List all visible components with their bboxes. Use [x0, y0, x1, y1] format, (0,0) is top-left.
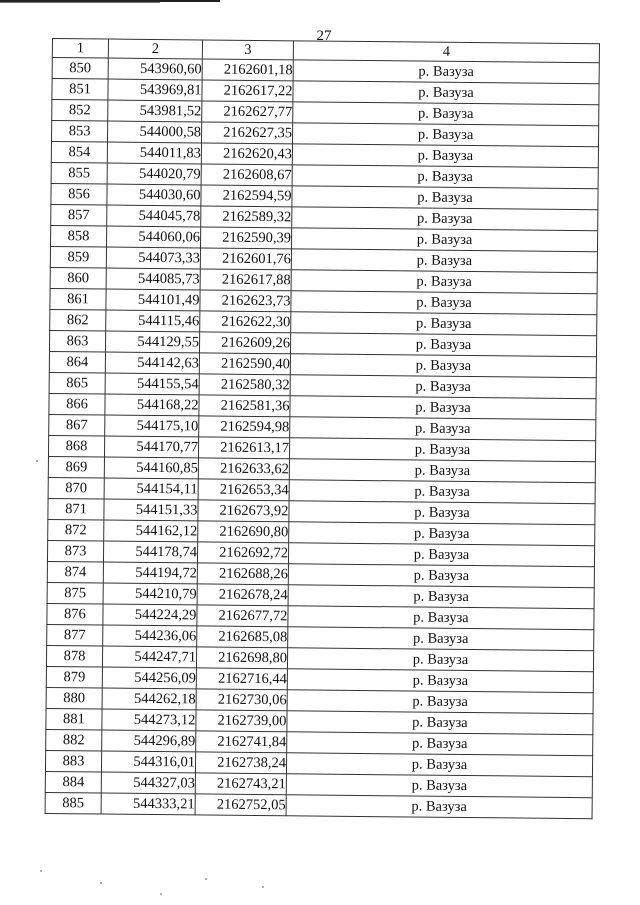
x-coordinate-cell: 544151,33	[104, 499, 198, 521]
y-coordinate-cell: 2162752,05	[195, 794, 286, 816]
x-coordinate-cell: 544175,10	[105, 415, 199, 437]
x-coordinate-cell: 544256,09	[102, 667, 196, 689]
description-cell: р. Вазуза	[288, 564, 594, 588]
y-coordinate-cell: 2162581,36	[199, 395, 290, 417]
description-cell: р. Вазуза	[288, 585, 594, 609]
point-number-cell: 876	[47, 603, 103, 625]
description-cell: р. Вазуза	[292, 207, 598, 231]
y-coordinate-cell: 2162698,80	[196, 647, 287, 669]
x-coordinate-cell: 544030,60	[107, 184, 201, 206]
y-coordinate-cell: 2162690,80	[198, 521, 289, 543]
scan-speck	[40, 870, 42, 872]
description-cell: р. Вазуза	[289, 522, 595, 546]
y-coordinate-cell: 2162741,84	[196, 731, 287, 753]
x-coordinate-cell: 544178,74	[103, 541, 197, 563]
description-cell: р. Вазуза	[287, 690, 593, 714]
scan-speck	[100, 882, 102, 884]
point-number-cell: 860	[50, 267, 106, 289]
x-coordinate-cell: 544115,46	[106, 310, 200, 332]
y-coordinate-cell: 2162580,32	[199, 374, 290, 396]
y-coordinate-cell: 2162739,00	[196, 710, 287, 732]
point-number-cell: 858	[50, 225, 106, 247]
description-cell: р. Вазуза	[290, 354, 596, 378]
point-number-cell: 882	[46, 729, 102, 751]
y-coordinate-cell: 2162589,32	[201, 206, 292, 228]
x-coordinate-cell: 544160,85	[104, 457, 198, 479]
point-number-cell: 852	[52, 100, 108, 122]
point-number-cell: 866	[49, 393, 105, 415]
description-cell: р. Вазуза	[291, 270, 597, 294]
y-coordinate-cell: 2162608,67	[201, 164, 292, 186]
x-coordinate-cell: 544060,06	[106, 226, 200, 248]
point-number-cell: 865	[49, 372, 105, 394]
table-body	[45, 58, 599, 819]
description-cell: р. Вазуза	[287, 732, 593, 756]
point-number-cell: 881	[46, 708, 102, 730]
description-cell: р. Вазуза	[289, 480, 595, 504]
description-cell: р. Вазуза	[290, 396, 596, 420]
point-number-cell: 854	[51, 142, 107, 164]
description-cell: р. Вазуза	[289, 438, 595, 462]
coordinates-table-frame	[44, 38, 612, 833]
description-cell: р. Вазуза	[290, 333, 596, 357]
scan-speck	[262, 886, 264, 888]
point-number-cell: 863	[49, 330, 105, 352]
description-cell: р. Вазуза	[292, 165, 598, 189]
y-coordinate-cell: 2162609,26	[199, 332, 290, 354]
y-coordinate-cell: 2162678,24	[197, 584, 288, 606]
point-number-cell: 850	[52, 58, 108, 80]
point-number-cell: 879	[46, 666, 102, 688]
y-coordinate-cell: 2162692,72	[197, 542, 288, 564]
point-number-cell: 871	[48, 498, 104, 520]
point-number-cell: 862	[50, 309, 106, 331]
x-coordinate-cell: 544000,58	[108, 121, 202, 143]
x-coordinate-cell: 544236,06	[103, 625, 197, 647]
description-cell: р. Вазуза	[288, 543, 594, 567]
y-coordinate-cell: 2162627,35	[201, 122, 292, 144]
x-coordinate-cell: 544273,12	[102, 709, 196, 731]
y-coordinate-cell: 2162743,21	[195, 773, 286, 795]
x-coordinate-cell: 544224,29	[103, 604, 197, 626]
y-coordinate-cell: 2162688,26	[197, 563, 288, 585]
point-number-cell: 868	[48, 435, 104, 457]
y-coordinate-cell: 2162622,30	[200, 311, 291, 333]
description-cell: р. Вазуза	[287, 648, 593, 672]
point-number-cell: 875	[47, 582, 103, 604]
x-coordinate-cell: 544168,22	[105, 394, 199, 416]
y-coordinate-cell: 2162594,59	[201, 185, 292, 207]
y-coordinate-cell: 2162594,98	[199, 416, 290, 438]
point-number-cell: 864	[49, 351, 105, 373]
column-header-4: 4	[293, 41, 599, 63]
x-coordinate-cell: 544194,72	[103, 562, 197, 584]
point-number-cell: 880	[46, 687, 102, 709]
point-number-cell: 861	[50, 288, 106, 310]
description-cell: р. Вазуза	[292, 123, 598, 147]
scan-speck	[160, 893, 162, 895]
scan-speck	[205, 878, 207, 880]
point-number-cell: 872	[48, 519, 104, 541]
description-cell: р. Вазуза	[288, 627, 594, 651]
description-cell: р. Вазуза	[292, 186, 598, 210]
scan-edge-mark-secondary	[0, 2, 160, 3]
x-coordinate-cell: 544155,54	[105, 373, 199, 395]
x-coordinate-cell: 543981,52	[108, 100, 202, 122]
y-coordinate-cell: 2162627,77	[202, 101, 293, 123]
y-coordinate-cell: 2162601,18	[202, 59, 293, 81]
description-cell: р. Вазуза	[291, 291, 597, 315]
y-coordinate-cell: 2162685,08	[197, 626, 288, 648]
point-number-cell: 873	[47, 540, 103, 562]
description-cell: р. Вазуза	[293, 102, 599, 126]
point-number-cell: 869	[48, 456, 104, 478]
description-cell: р. Вазуза	[293, 81, 599, 105]
x-coordinate-cell: 544296,89	[102, 730, 196, 752]
x-coordinate-cell: 544316,01	[101, 751, 195, 773]
description-cell: р. Вазуза	[286, 774, 592, 798]
point-number-cell: 883	[45, 750, 101, 772]
y-coordinate-cell: 2162653,34	[198, 479, 289, 501]
point-number-cell: 857	[51, 204, 107, 226]
x-coordinate-cell: 544170,77	[104, 436, 198, 458]
point-number-cell: 878	[46, 645, 102, 667]
column-header-3: 3	[202, 40, 293, 60]
x-coordinate-cell: 544129,55	[105, 331, 199, 353]
x-coordinate-cell: 543969,81	[108, 79, 202, 101]
description-cell: р. Вазуза	[289, 459, 595, 483]
y-coordinate-cell: 2162673,92	[198, 500, 289, 522]
y-coordinate-cell: 2162738,24	[195, 752, 286, 774]
column-header-2: 2	[108, 39, 202, 59]
x-coordinate-cell: 544327,03	[101, 772, 195, 794]
description-cell: р. Вазуза	[293, 60, 599, 84]
description-cell: р. Вазуза	[291, 312, 597, 336]
x-coordinate-cell: 544073,33	[106, 247, 200, 269]
table-row	[45, 792, 592, 818]
x-coordinate-cell: 544142,63	[105, 352, 199, 374]
y-coordinate-cell: 2162601,76	[200, 248, 291, 270]
x-coordinate-cell: 544011,83	[107, 142, 201, 164]
point-number-cell: 867	[49, 414, 105, 436]
y-coordinate-cell: 2162730,06	[196, 689, 287, 711]
y-coordinate-cell: 2162716,44	[196, 668, 287, 690]
y-coordinate-cell: 2162613,17	[198, 437, 289, 459]
description-cell: р. Вазуза	[291, 249, 597, 273]
x-coordinate-cell: 544085,73	[106, 268, 200, 290]
y-coordinate-cell: 2162590,39	[200, 227, 291, 249]
x-coordinate-cell: 544020,79	[107, 163, 201, 185]
x-coordinate-cell: 544210,79	[103, 583, 197, 605]
point-number-cell: 870	[48, 477, 104, 499]
description-cell: р. Вазуза	[292, 144, 598, 168]
page-number: 27	[316, 28, 332, 44]
description-cell: р. Вазуза	[286, 795, 592, 819]
x-coordinate-cell: 543960,60	[108, 58, 202, 80]
x-coordinate-cell: 544247,71	[102, 646, 196, 668]
x-coordinate-cell: 544262,18	[102, 688, 196, 710]
coordinates-table	[45, 38, 600, 819]
y-coordinate-cell: 2162617,88	[200, 269, 291, 291]
scan-speck	[36, 460, 38, 462]
description-cell: р. Вазуза	[290, 375, 596, 399]
point-number-cell: 877	[47, 624, 103, 646]
point-number-cell: 855	[51, 162, 107, 184]
point-number-cell: 874	[47, 561, 103, 583]
y-coordinate-cell: 2162623,73	[200, 290, 291, 312]
description-cell: р. Вазуза	[287, 711, 593, 735]
point-number-cell: 856	[51, 183, 107, 205]
y-coordinate-cell: 2162677,72	[197, 605, 288, 627]
description-cell: р. Вазуза	[289, 501, 595, 525]
point-number-cell: 853	[52, 121, 108, 143]
point-number-cell: 884	[45, 771, 101, 793]
y-coordinate-cell: 2162590,40	[199, 353, 290, 375]
description-cell: р. Вазуза	[288, 606, 594, 630]
point-number-cell: 859	[50, 246, 106, 268]
x-coordinate-cell: 544154,11	[104, 478, 198, 500]
description-cell: р. Вазуза	[290, 417, 596, 441]
point-number-cell: 851	[52, 79, 108, 101]
description-cell: р. Вазуза	[291, 228, 597, 252]
y-coordinate-cell: 2162633,62	[198, 458, 289, 480]
x-coordinate-cell: 544101,49	[106, 289, 200, 311]
column-header-1: 1	[52, 39, 108, 59]
y-coordinate-cell: 2162617,22	[202, 80, 293, 102]
description-cell: р. Вазуза	[287, 669, 593, 693]
x-coordinate-cell: 544045,78	[107, 205, 201, 227]
description-cell: р. Вазуза	[286, 753, 592, 777]
point-number-cell: 885	[45, 792, 101, 814]
x-coordinate-cell: 544333,21	[101, 793, 195, 815]
y-coordinate-cell: 2162620,43	[201, 143, 292, 165]
x-coordinate-cell: 544162,12	[104, 520, 198, 542]
